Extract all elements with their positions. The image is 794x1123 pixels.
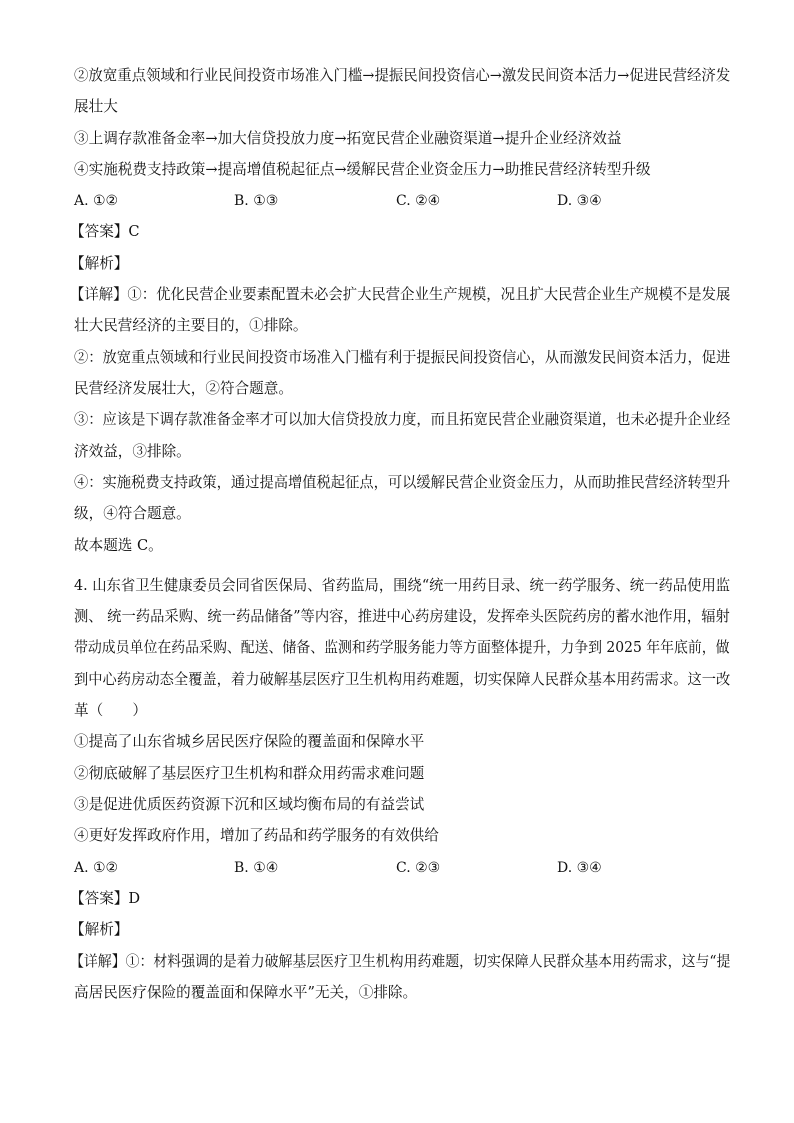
q4-statement-3: ③是促进优质医药资源下沉和区域均衡布局的有益尝试: [74, 796, 425, 813]
q3-statement-2-line2: 展壮大: [74, 98, 118, 115]
q4-analysis-label: 【解析】: [70, 921, 129, 938]
q4-detail-line: 【详解】①：材料强调的是着力破解基层医疗卫生机构用药难题，切实保障人民群众基本用药需求，这与“提: [70, 953, 731, 970]
q3-answer: 【答案】C: [70, 223, 140, 240]
q4-stem-line: 带动成员单位在药品采购、配送、储备、监测和药学服务能力等方面整体提升，力争到 2025 年年底前，做: [74, 639, 730, 656]
q4-statement-2: ②彻底破解了基层医疗卫生机构和群众用药需求难问题: [74, 765, 425, 782]
q4-option-d: D. ③④: [557, 860, 602, 876]
q3-detail-line: 民营经济发展壮大，②符合题意。: [74, 380, 293, 397]
q3-detail-line: ④：实施税费支持政策，通过提高增值税起征点，可以缓解民营企业资金压力，从而助推民营经济转型升: [74, 474, 731, 491]
q3-statement-3: ③上调存款准备金率→加大信贷投放力度→拓宽民营企业融资渠道→提升企业经济效益: [74, 130, 622, 147]
q3-detail-line: 级，④符合题意。: [74, 505, 191, 522]
q4-stem-line: 测、 统一药品采购、统一药品储备”等内容，推进中心药房建设，发挥牵头医院药房的蓄水池作用，辐射: [74, 608, 730, 625]
q3-option-b: B. ①③: [234, 193, 279, 209]
q3-analysis-label: 【解析】: [70, 255, 129, 272]
q3-conclusion: 故本题选 C。: [74, 537, 163, 554]
q4-option-a: A. ①②: [74, 860, 119, 876]
q3-detail-line: 【详解】①：优化民营企业要素配置未必会扩大民营企业生产规模，况且扩大民营企业生产规模不是发展: [70, 286, 731, 303]
q3-option-d: D. ③④: [557, 193, 602, 209]
q4-stem-line: 革（ ）: [74, 702, 147, 719]
q3-statement-4: ④实施税费支持政策→提高增值税起征点→缓解民营企业资金压力→助推民营经济转型升级: [74, 161, 651, 178]
q4-stem-line: 4. 山东省卫生健康委员会同省医保局、省药监局，围绕“统一用药目录、统一药学服务、统一药品使用监: [74, 577, 731, 594]
q4-detail-line: 高居民医疗保险的覆盖面和保障水平”无关，①排除。: [74, 984, 418, 1001]
q3-detail-line: 壮大民营经济的主要目的，①排除。: [74, 317, 308, 334]
q3-statement-2-line1: ②放宽重点领域和行业民间投资市场准入门槛→提振民间投资信心→激发民间资本活力→促进民营经济发: [74, 67, 731, 84]
q4-option-b: B. ①④: [234, 860, 279, 876]
q4-stem-line: 到中心药房动态全覆盖，着力破解基层医疗卫生机构用药难题，切实保障人民群众基本用药需求。这一改: [74, 671, 731, 688]
q3-detail-line: ②：放宽重点领域和行业民间投资市场准入门槛有利于提振民间投资信心，从而激发民间资本活力，促进: [74, 349, 731, 366]
q3-detail-line: 济效益，③排除。: [74, 443, 191, 460]
q4-statement-4: ④更好发挥政府作用，增加了药品和药学服务的有效供给: [74, 827, 439, 844]
q4-option-c: C. ②③: [396, 860, 441, 876]
q4-statement-1: ①提高了山东省城乡居民医疗保险的覆盖面和保障水平: [74, 733, 425, 750]
q3-option-a: A. ①②: [74, 193, 119, 209]
q4-answer: 【答案】D: [70, 890, 141, 907]
q3-option-c: C. ②④: [396, 193, 441, 209]
q3-detail-line: ③：应该是下调存款准备金率才可以加大信贷投放力度，而且拓宽民营企业融资渠道，也未必提升企业经: [74, 411, 731, 428]
